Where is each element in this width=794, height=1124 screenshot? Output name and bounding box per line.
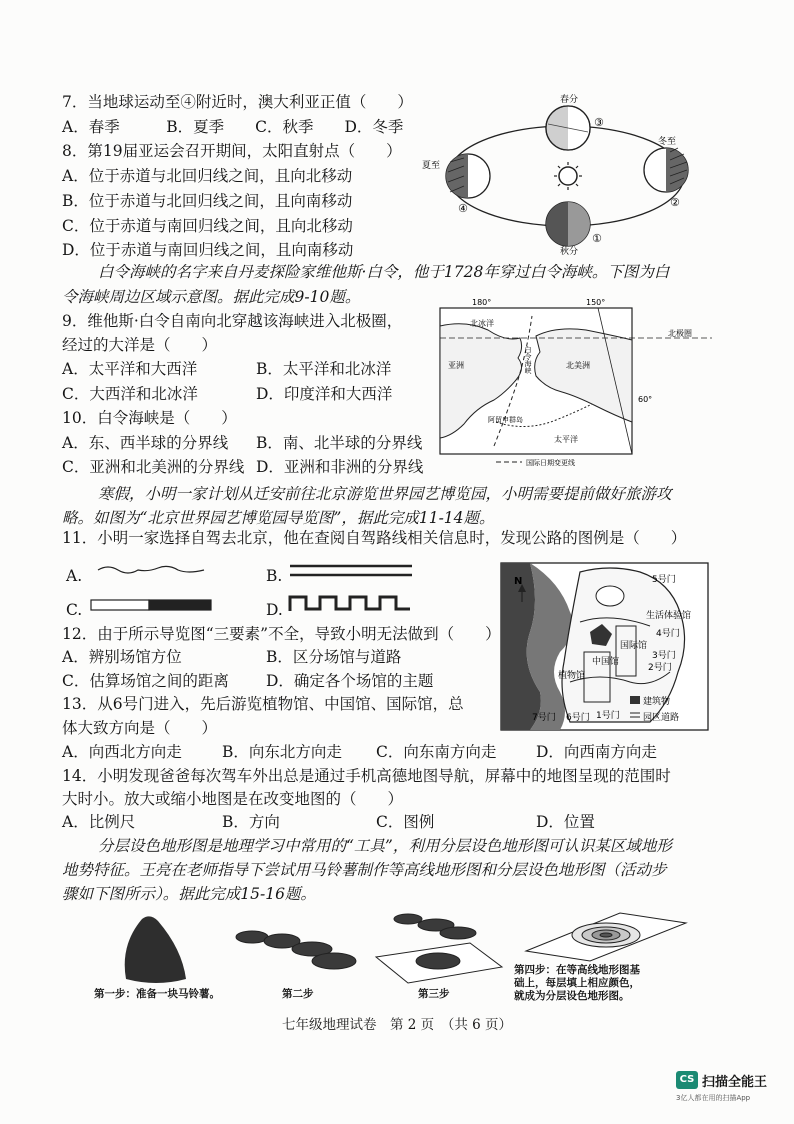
q7-options: A．春季 B．夏季 C．秋季 D．冬季: [62, 118, 404, 136]
svg-text:白令海峡: 白令海峡: [524, 346, 532, 374]
legend-date-line: 国际日期变更线: [526, 459, 575, 467]
label-pacific: 太平洋: [554, 435, 578, 444]
q11-option-a: A.: [66, 567, 83, 585]
lon-180: 180°: [472, 298, 492, 307]
bering-passage-line2: 令海峡周边区域示意图。据此完成9-10题。: [62, 288, 361, 306]
q9-option-c: C．大西洋和北冰洋: [62, 385, 198, 403]
gate7-label: 7号门: [532, 713, 556, 723]
earth-winter: [644, 148, 688, 192]
q8-option-c: C．位于赤道与南回归线之间，且向北移动: [62, 217, 353, 235]
label-autumn: 秋分: [560, 247, 579, 257]
q8-option-d: D．位于赤道与南回归线之间，且向南移动: [62, 241, 354, 259]
gate6-label: 6号门: [566, 713, 590, 723]
q11-option-b: B.: [266, 567, 283, 585]
q13-option-b: B．向东北方向走: [222, 743, 342, 761]
q8-option-a: A．位于赤道与北回归线之间，且向北移动: [62, 167, 353, 185]
q14-stem-line1: 14．小明发现爸爸每次驾车外出总是通过手机高德地图导航，屏幕中的地图呈现的范围时: [62, 767, 671, 785]
q10-option-a: A．东、西半球的分界线: [62, 434, 229, 452]
step4-caption-line2: 础上，每层填上相应颜色，: [514, 977, 640, 989]
q14-option-d: D．位置: [536, 813, 595, 831]
legend-building-label: 建筑物: [643, 697, 671, 707]
q12-option-d: D．确定各个场馆的主题: [266, 672, 434, 690]
q13-option-a: A．向西北方向走: [62, 743, 182, 761]
q10-option-d: D．亚洲和非洲的分界线: [256, 458, 424, 476]
life-hall-label: 生活体验馆: [646, 611, 692, 621]
gate1-label: 1号门: [596, 711, 620, 721]
legend-building-swatch: [630, 696, 640, 704]
step2-caption: 第二步: [282, 988, 314, 1000]
label-4: ④: [458, 202, 468, 215]
q7-stem: 7．当地球运动至④附近时，澳大利亚正值（ ）: [62, 93, 413, 111]
lon-150: 150°: [586, 298, 606, 307]
legend-road-label: 园区道路: [643, 713, 680, 723]
q11-stem: 11．小明一家选择自驾去北京，他在查阅自驾路线相关信息时，发现公路的图例是（ ）: [62, 529, 687, 547]
q8-option-b: B．位于赤道与北回归线之间，且向南移动: [62, 192, 353, 210]
label-3: ③: [594, 116, 604, 129]
earth-summer: [446, 154, 490, 198]
earth-spring: [546, 106, 590, 150]
potato-slices: [236, 931, 356, 969]
label-north-america: 北美洲: [566, 361, 590, 370]
label-aleutian: 阿留申群岛: [488, 416, 523, 424]
label-arctic-ocean: 北冰洋: [470, 319, 494, 328]
label-lat-60: 60°: [638, 395, 653, 404]
gate5-label: 5号门: [652, 575, 676, 585]
label-winter: 冬至: [658, 137, 677, 147]
legend-sample-b: [290, 562, 414, 580]
expo-passage-line1: 寒假，小明一家计划从迁安前往北京游览世界园艺博览园，小明需要提前做好旅游攻: [98, 485, 672, 503]
bering-strait-map: [436, 296, 718, 468]
q8-stem: 8．第19届亚运会召开期间，太阳直射点（ ）: [62, 142, 402, 160]
q12-option-b: B．区分场馆与道路: [266, 648, 402, 666]
lake: [596, 586, 624, 606]
scanner-logo-icon: CS: [676, 1071, 698, 1089]
q11-option-d: D.: [266, 601, 283, 619]
q10-option-c: C．亚洲和北美洲的分界线: [62, 458, 245, 476]
gate3-label: 3号门: [652, 651, 676, 661]
step4-caption-line3: 就成为分层设色地形图。: [514, 990, 630, 1002]
gate4-label: 4号门: [656, 629, 680, 639]
label-asia: 亚洲: [448, 361, 464, 370]
q9-stem-line1: 9．维他斯·白令自南向北穿越该海峡进入北极圈，: [62, 312, 403, 330]
layer-passage-line2: 地势特征。王亮在老师指导下尝试用马铃薯制作等高线地形图和分层设色地形图（活动步: [62, 861, 667, 879]
q9-option-d: D．印度洋和大西洋: [256, 385, 393, 403]
plant-hall-label: 植物馆: [558, 671, 586, 681]
north-label: N: [514, 576, 523, 587]
scanner-title: 扫描全能王: [702, 1075, 768, 1090]
label-arctic-circle: 北极圈: [668, 329, 692, 338]
q9-option-a: A．太平洋和大西洋: [62, 360, 198, 378]
q13-option-d: D．向西南方向走: [536, 743, 657, 761]
q10-option-b: B．南、北半球的分界线: [256, 434, 423, 452]
layer-passage-line1: 分层设色地形图是地理学习中常用的“工具”，利用分层设色地形图可认识某区域地形: [98, 837, 672, 855]
q11-option-c: C.: [66, 601, 83, 619]
contour-lines: [572, 923, 640, 947]
q9-option-b: B．太平洋和北冰洋: [256, 360, 392, 378]
scanner-subtitle: 3亿人都在用的扫描App: [676, 1094, 751, 1102]
page-footer: 七年级地理试卷 第 2 页 （共 6 页）: [281, 1017, 513, 1033]
label-1: ①: [592, 232, 602, 245]
gate2-label: 2号门: [648, 663, 672, 673]
legend-sample-d: [288, 593, 412, 613]
q14-option-b: B．方向: [222, 813, 280, 831]
q13-stem-line1: 13．从6号门进入，先后游览植物馆、中国馆、国际馆，总: [62, 695, 464, 713]
label-summer: 夏至: [422, 161, 441, 171]
q14-option-c: C．图例: [376, 813, 435, 831]
q9-stem-line2: 经过的大洋是（ ）: [62, 336, 218, 354]
q12-option-a: A．辨别场馆方位: [62, 648, 182, 666]
q14-stem-line2: 大时小。放大或缩小地图是在改变地图的（ ）: [62, 790, 404, 808]
step4-caption-line1: 第四步：在等高线地形图基: [514, 964, 640, 976]
bering-passage-line1: 白令海峡的名字来自丹麦探险家维他斯·白令，他于1728年穿过白令海峡。下图为白: [98, 263, 670, 281]
sun-icon: [554, 162, 582, 190]
legend-sample-c: [90, 598, 214, 612]
step1-caption: 第一步：准备一块马铃薯。: [94, 988, 220, 1000]
expo-park-map: [500, 562, 710, 732]
q14-option-a: A．比例尺: [62, 813, 136, 831]
q13-stem-line2: 体大致方向是（ ）: [62, 719, 218, 737]
label-spring: 春分: [560, 95, 579, 105]
legend-sample-a: [96, 560, 206, 580]
q10-stem: 10．白令海峡是（ ）: [62, 409, 237, 427]
earth-orbit-figure: [408, 88, 708, 258]
earth-autumn: [546, 202, 590, 246]
step3-caption: 第三步: [418, 988, 450, 1000]
label-2: ②: [670, 196, 680, 209]
expo-passage-line2: 略。如图为“北京世界园艺博览园导览图”，据此完成11-14题。: [62, 509, 495, 527]
layer-passage-line3: 骤如下图所示）。据此完成15-16题。: [62, 885, 316, 903]
label-bering-strait: [524, 345, 532, 375]
q12-stem: 12．由于所示导览图“三要素”不全，导致小明无法做到（ ）: [62, 625, 501, 643]
q13-option-c: C．向东南方向走: [376, 743, 497, 761]
intl-hall-label: 国际馆: [620, 641, 648, 651]
china-hall-label: 中国馆: [592, 657, 620, 667]
potato-whole: [125, 916, 186, 983]
q12-option-c: C．估算场馆之间的距离: [62, 672, 229, 690]
